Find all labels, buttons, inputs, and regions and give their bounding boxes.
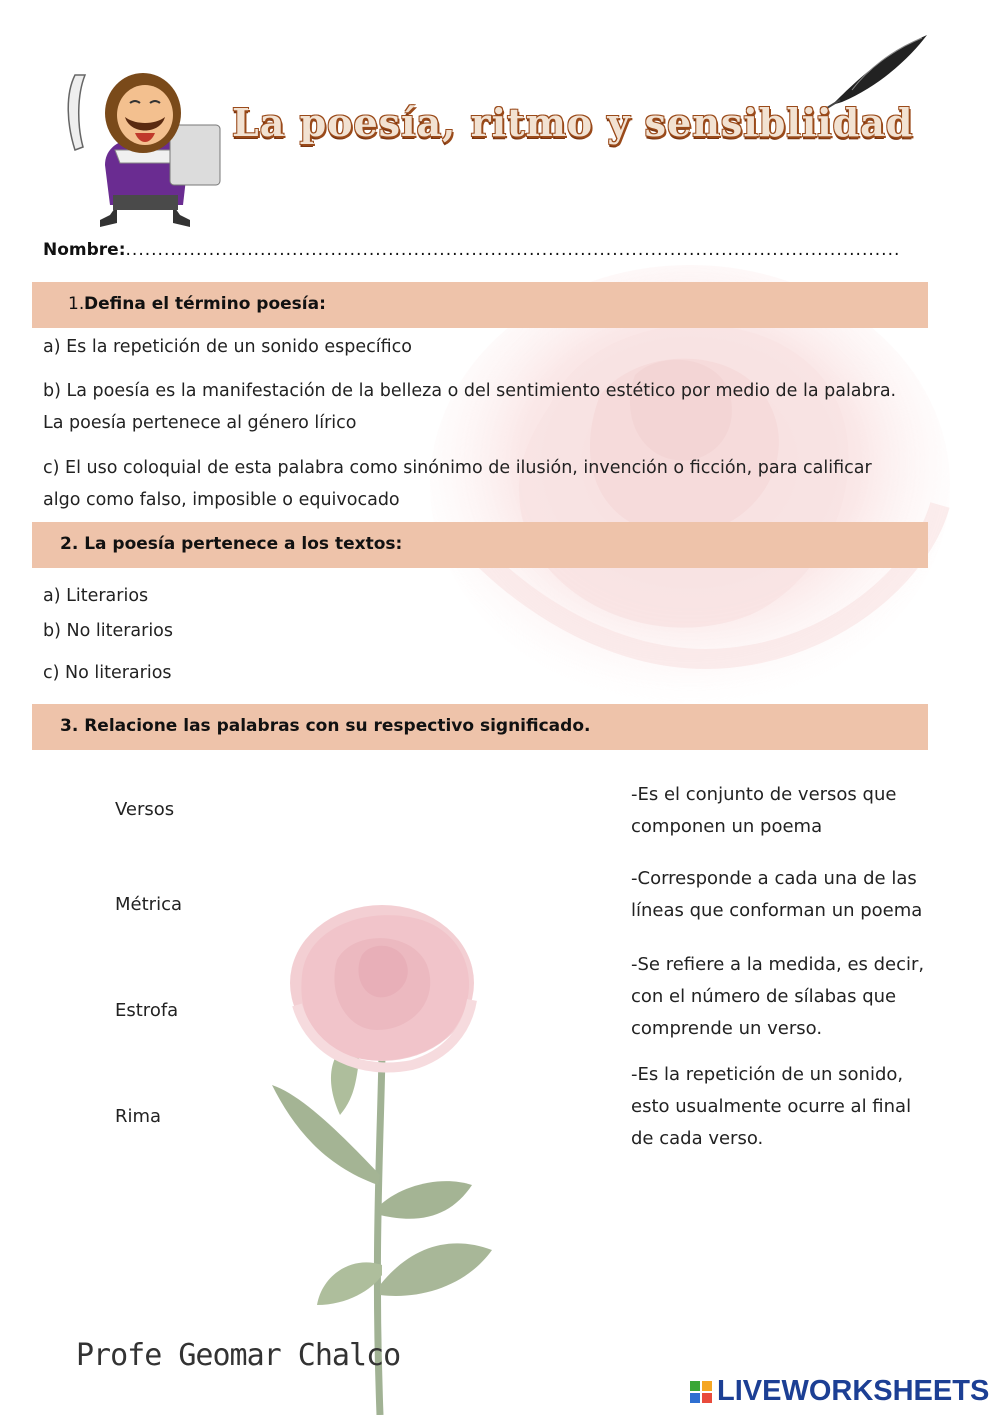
question-2-option-b[interactable]: b) No literarios [43, 621, 174, 641]
jester-cartoon-icon [55, 55, 230, 235]
match-definition-3[interactable]: -Se refiere a la medida, es decir, con el número de sílabas que comprende un verso. [631, 954, 925, 1039]
question-1-option-c[interactable]: c) El uso coloquial de esta palabra como sinónimo de ilusión, invención o ficción, para calificar algo como falso, imposible o equivocado [43, 458, 872, 510]
match-definition-1[interactable]: -Es el conjunto de versos que componen un poema [631, 784, 897, 837]
worksheet-title: La poesía, ritmo y sensibliidad [232, 100, 914, 145]
match-word-estrofa[interactable]: Estrofa [115, 1000, 179, 1021]
quill-icon [822, 30, 932, 110]
question-2-prompt: 2. La poesía pertenece a los textos: [60, 534, 403, 554]
match-word-rima[interactable]: Rima [115, 1106, 162, 1127]
author-signature: Profe Geomar Chalco [76, 1338, 401, 1373]
question-2-option-c[interactable]: c) No literarios [43, 663, 172, 683]
question-3-prompt: 3. Relacione las palabras con su respectivo significado. [60, 716, 591, 736]
question-1-header [32, 282, 928, 328]
name-line [43, 240, 900, 260]
name-label: Nombre: [43, 240, 126, 260]
question-2-option-a[interactable]: a) Literarios [43, 586, 149, 606]
question-1-prompt: Defina el término poesía: [84, 294, 326, 314]
name-dots: ......................................................................................................................... [125, 240, 901, 260]
question-1-option-b[interactable]: b) La poesía es la manifestación de la belleza o del sentimiento estético por medio de la palabra. La poesía pertenece al género lírico [43, 381, 897, 433]
match-definition-2[interactable]: -Corresponde a cada una de las líneas que conforman un poema [631, 868, 923, 921]
liveworksheets-brand[interactable] [690, 1375, 989, 1408]
question-3-header [32, 704, 928, 750]
question-1-option-a[interactable]: a) Es la repetición de un sonido específico [43, 337, 412, 357]
question-2-header [32, 522, 928, 568]
match-word-versos[interactable]: Versos [115, 799, 175, 820]
question-1-number: 1. [68, 294, 85, 314]
match-word-metrica[interactable]: Métrica [115, 894, 182, 915]
match-definition-4[interactable]: -Es la repetición de un sonido, esto usualmente ocurre al final de cada verso. [631, 1064, 912, 1149]
liveworksheets-logo-icon [690, 1381, 712, 1403]
brand-text: LIVEWORKSHEETS [717, 1375, 990, 1407]
